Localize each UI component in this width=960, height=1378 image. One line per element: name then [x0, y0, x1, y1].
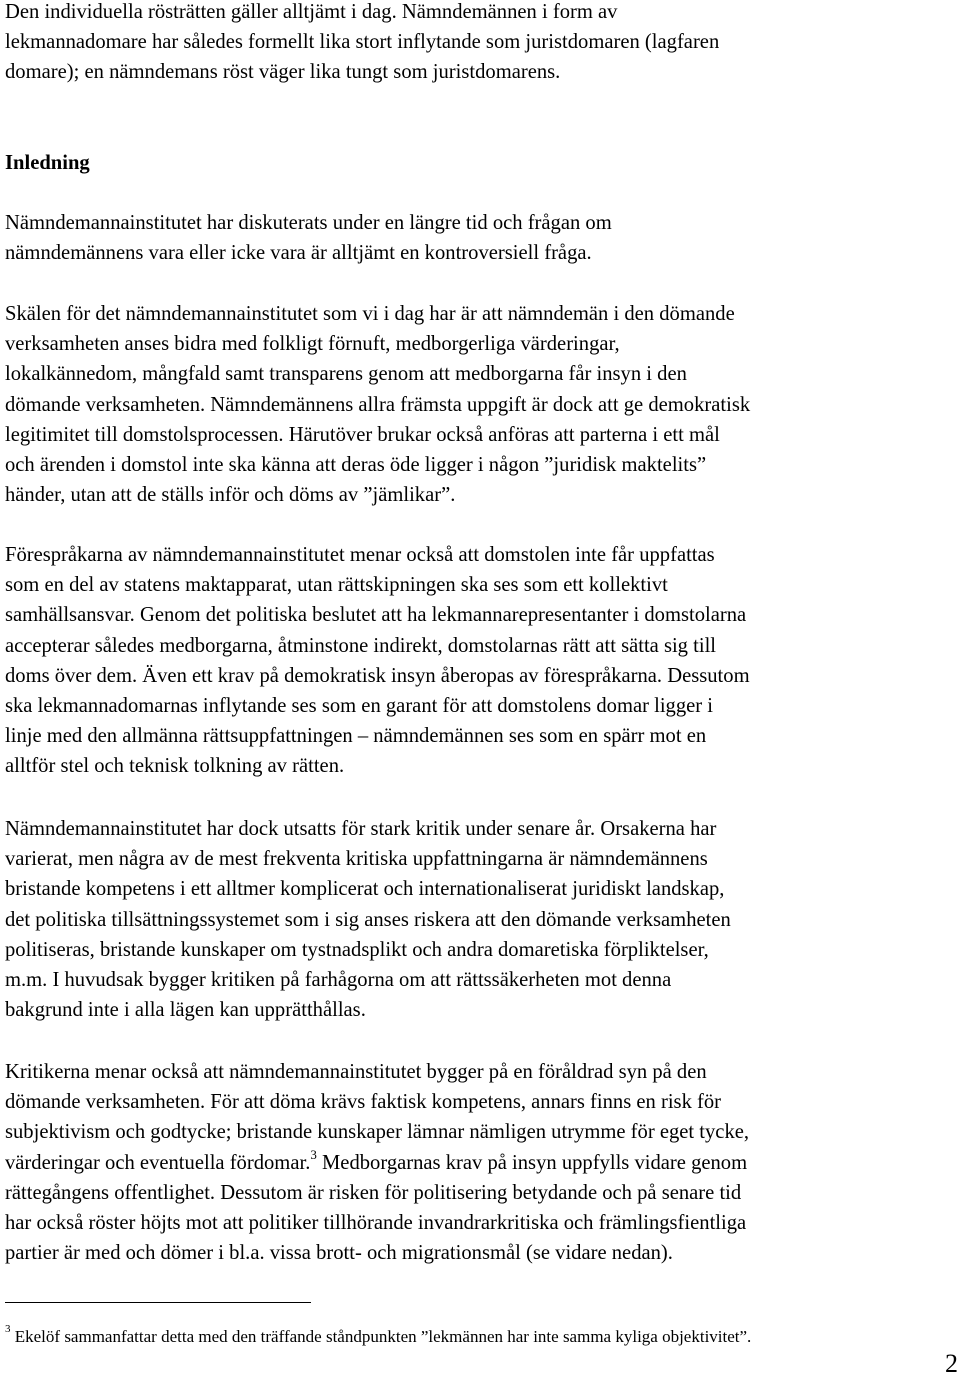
section-heading: Inledning — [5, 152, 90, 174]
text-line: partier är med och dömer i bl.a. vissa brott- och migrationsmål (se vidare nedan). — [5, 1242, 673, 1265]
paragraph-critics — [5, 1057, 749, 1268]
text-line: domare); en nämndemans röst väger lika tungt som juristdomarens. — [5, 61, 561, 84]
text-line: doms över dem. Även ett krav på demokratisk insyn åberopas av förespråkarna. Dessutom — [5, 664, 750, 687]
text-line: rättegångens offentlighet. Dessutom är risken för politisering betydande och på senare tid — [5, 1181, 742, 1204]
page-number: 2 — [945, 1349, 958, 1378]
text-line-with-footnote-ref — [5, 1148, 749, 1178]
text-line: och ärenden i domstol inte ska känna att deras öde ligger i någon ”juridisk maktelits” — [5, 454, 707, 477]
text-line: legitimitet till domstolsprocessen. Härutöver brukar också anföras att parterna i ett mål — [5, 423, 720, 446]
text-line: det politiska tillsättningssystemet som i sig anses riskera att den dömande verksamheten — [5, 908, 731, 931]
text-line: dömande verksamheten. Nämndemännens allra främsta uppgift är dock att ge demokratisk — [5, 393, 751, 416]
text-line: Nämndemannainstitutet har diskuterats under en längre tid och frågan om — [5, 212, 612, 234]
intro-paragraph — [5, 0, 719, 88]
text-line: verksamheten anses bidra med folkligt förnuft, medborgerliga värderingar, — [5, 333, 620, 356]
text-line: alltför stel och teknisk tolkning av rätten. — [5, 755, 345, 778]
text-line: politiseras, bristande kunskaper om tystnadsplikt och andra domaretiska förpliktelser, — [5, 938, 709, 961]
text-line: samhällsansvar. Genom det politiska beslutet att ha lekmannarepresentanter i domstolarna — [5, 604, 747, 627]
text-line: linje med den allmänna rättsuppfattningen – nämndemännen ses som en spärr mot en — [5, 725, 707, 748]
text-line: subjektivism och godtycke; bristande kunskaper lämnar nämligen utrymme för eget tycke, — [5, 1121, 750, 1144]
text-line: bristande kompetens i ett alltmer komplicerat och internationaliserat juridiskt landskap, — [5, 878, 725, 901]
text-line: bakgrund inte i alla lägen kan upprätthållas. — [5, 999, 366, 1022]
text-line: händer, utan att de ställs inför och döms av ”jämlikar”. — [5, 484, 456, 507]
text-segment: Medborgarnas krav på insyn uppfylls vidare genom — [316, 1151, 748, 1174]
text-line: Förespråkarna av nämndemannainstitutet menar också att domstolen inte får uppfattas — [5, 544, 715, 566]
text-line: dömande verksamheten. För att döma krävs faktisk kompetens, annars finns en risk för — [5, 1091, 722, 1114]
text-line: m.m. I huvudsak bygger kritiken på farhågorna om att rättssäkerheten mot denna — [5, 969, 672, 992]
text-line: Den individuella rösträtten gäller alltjämt i dag. Nämndemännen i form av — [5, 1, 618, 23]
text-line: lekmannadomare har således formellt lika stort inflytande som juristdomaren (lagfaren — [5, 31, 720, 54]
paragraph-proponents — [5, 540, 750, 782]
footnote-text: Ekelöf sammanfattar detta med den träffande ståndpunkten ”lekmännen har inte samma kyliga objektivitet”. — [10, 1327, 752, 1346]
text-line: accepterar således medborgarna, åtminstone indirekt, domstolarnas rätt att sätta sig till — [5, 634, 717, 657]
footnote-separator — [5, 1302, 311, 1303]
text-line: Nämndemannainstitutet har dock utsatts för stark kritik under senare år. Orsakerna har — [5, 818, 717, 840]
text-line: nämndemännens vara eller icke vara är alltjämt en kontroversiell fråga. — [5, 242, 592, 265]
text-line: ska lekmannadomarnas inflytande ses som en garant för att domstolens domar ligger i — [5, 695, 714, 718]
footnote-marker: 3 — [5, 1323, 11, 1336]
footnote — [5, 1323, 752, 1348]
paragraph-debate — [5, 208, 612, 268]
text-line: har också röster höjts mot att politiker tillhörande invandrarkritiska och främlingsfientliga — [5, 1212, 747, 1235]
paragraph-reasons — [5, 299, 750, 510]
text-line: lokalkännedom, mångfald samt transparens genom att medborgarna får insyn i den — [5, 363, 687, 386]
text-line: som en del av statens maktapparat, utan rättskipningen ska ses som ett kollektivt — [5, 574, 668, 597]
text-line: varierat, men några av de mest frekventa kritiska uppfattningarna är nämndemännens — [5, 848, 708, 871]
text-line: Kritikerna menar också att nämndemannainstitutet bygger på en föråldrad syn på den — [5, 1061, 707, 1083]
text-line: Skälen för det nämndemannainstitutet som vi i dag har är att nämndemän i den dömande — [5, 303, 735, 325]
footnote-reference[interactable]: 3 — [310, 1146, 317, 1162]
text-segment: värderingar och eventuella fördomar. — [5, 1151, 311, 1174]
paragraph-criticism — [5, 814, 731, 1025]
